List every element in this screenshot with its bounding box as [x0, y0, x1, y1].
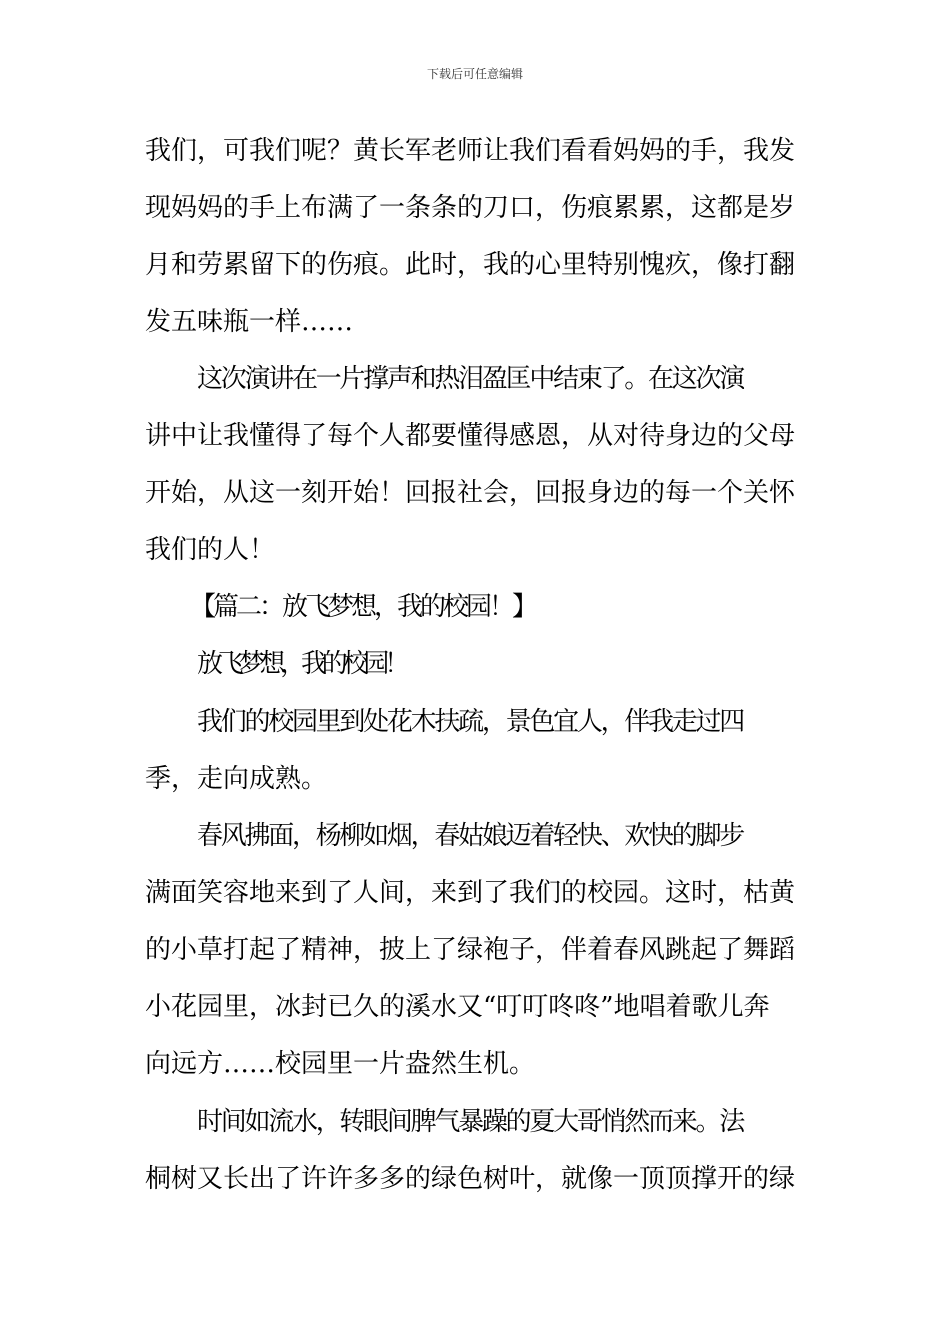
page-header: 下载后可任意编辑 [426, 67, 523, 81]
text-line: 月和劳累留下的伤痕。此时，我的心里特别愧疚，像打翻 [145, 250, 796, 280]
text-line: 的小草打起了精神，披上了绿袍子，伴着春风跳起了舞蹈 [145, 935, 796, 965]
text-line: 发五味瓶一样…… [145, 307, 354, 337]
text-line: 桐树又长出了许许多多的绿色树叶，就像一顶顶撑开的绿 [145, 1164, 796, 1194]
text-line: 小花园里，冰封已久的溪水又“叮叮咚咚”地唱着歌儿奔 [145, 992, 770, 1022]
text-line: 我们的人！ [145, 535, 276, 565]
section-title: 放飞梦想，我的校园！ [197, 649, 406, 679]
section-heading: 【篇二：放飞梦想，我的校园！】 [190, 592, 536, 622]
text-line: 这次演讲在一片撑声和热泪盈匡中结束了。在这次演 [197, 364, 744, 394]
text-line: 讲中让我懂得了每个人都要懂得感恩，从对待身边的父母 [145, 421, 796, 451]
text-line: 春风拂面，杨柳如烟，春姑娘迈着轻快、欢快的脚步 [197, 821, 744, 851]
text-line: 时间如流水，转眼间脾气暴躁的夏大哥悄然而来。法 [197, 1107, 744, 1137]
text-line: 现妈妈的手上布满了一条条的刀口，伤痕累累，这都是岁 [145, 193, 796, 223]
text-line: 开始，从这一刻开始！回报社会，回报身边的每一个关怀 [145, 478, 796, 508]
text-line: 我们，可我们呢？黄长军老师让我们看看妈妈的手，我发 [145, 136, 796, 166]
text-line: 季，走向成熟。 [145, 764, 328, 794]
text-line: 我们的校园里到处花木扶疏，景色宜人，伴我走过四 [197, 707, 744, 737]
text-line: 向远方……校园里一片盎然生机。 [145, 1049, 536, 1079]
text-line: 满面笑容地来到了人间，来到了我们的校园。这时，枯黄 [145, 878, 796, 908]
